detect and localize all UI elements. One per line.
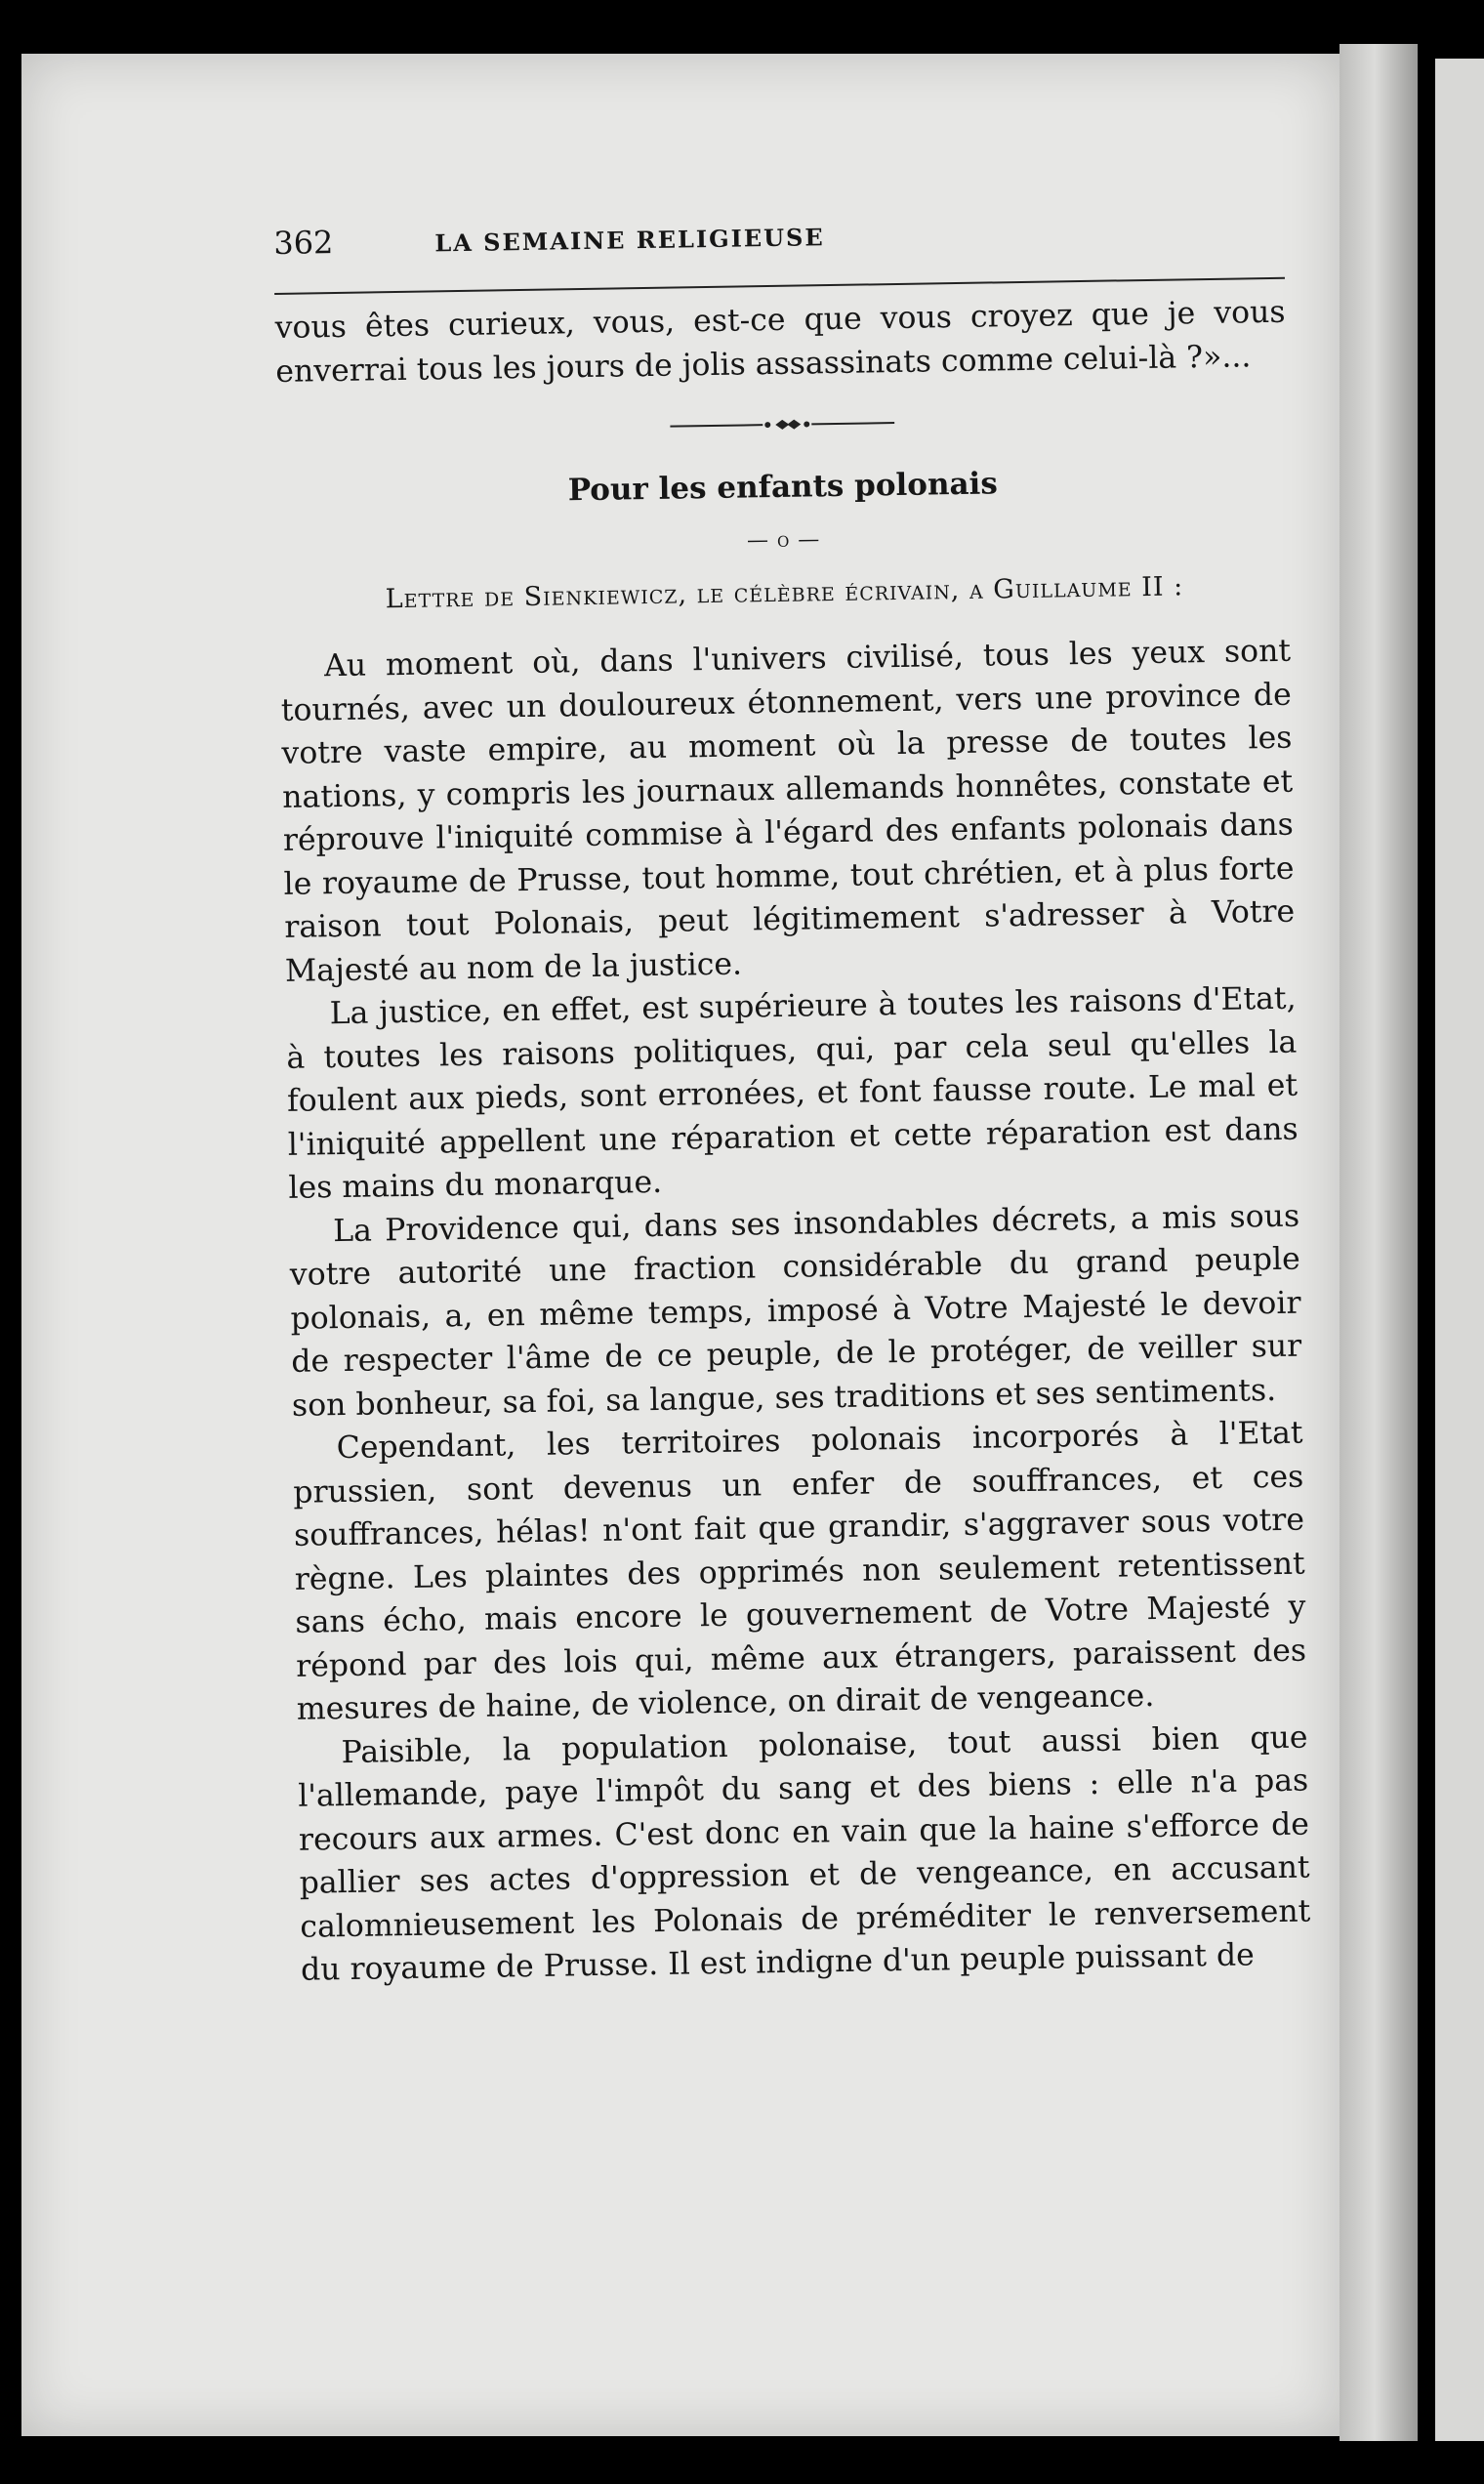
article-subheading: Lettre de Sienkiewicz, le célèbre écrivain, a Guillaume II : [385,571,1184,615]
adjacent-page-strip [1435,59,1484,2441]
body-paragraph: Cependant, les territoires polonais incorporés à l'Etat prussien, sont devenus un enfer de souffrances, et ces souffrances, hélas! n'ont fait que grandir, s'aggraver sous votre règne. Les plaintes des opprimés non seulement retentissent sans écho, mais encore le gouvernement de Votre Majesté y répond par des lois qui, même aux étrangers, paraissent des mesures de haine, de violence, on dirait de vengeance. [293,1415,1307,1727]
article-body [280,630,1312,1993]
running-head [273,209,1285,295]
body-paragraph: La Providence qui, dans ses insondables décrets, a mis sous votre autorité une fraction considérable du grand peuple polonais, a, en même temps, imposé à Votre Majesté le devoir de respecter l'âme de ce peuple, de le protéger, de veiller sur son bonheur, sa foi, sa langue, ses traditions et ses sentiments. [289,1198,1302,1424]
running-title: LA SEMAINE RELIGIEUSE [434,223,825,258]
article-title: Pour les enfants polonais [567,466,999,509]
book-page-edge [1340,44,1418,2441]
ornament-divider-icon [670,415,894,435]
circle-divider: — o — [746,527,821,554]
page-number: 362 [273,224,334,262]
body-paragraph: Paisible, la population polonaise, tout aussi bien que l'allemande, paye l'impôt du sang et des biens : elle n'a pas recours aux armes. C'est donc en vain que la haine s'efforce de pallier ses actes d'oppression et de vengeance, en accusant calomnieusement les Polonais de préméditer le renversement du royaume de Prusse. Il est indigne d'un peuple puissant de [298,1719,1311,1988]
body-paragraph: Au moment où, dans l'univers civilisé, tous les yeux sont tournés, avec un douloureux étonnement, vers une province de votre vaste empire, au moment où la presse de toutes les nations, y compris les journaux allemands honnêtes, constate et réprouve l'iniquité commise à l'égard des enfants polonais dans le royaume de Prusse, tout homme, tout chrétien, et à plus forte raison tout Polonais, peut légitimement s'adresser à Votre Majesté au nom de la justice. [280,633,1296,989]
body-paragraph: La justice, en effet, est supérieure à toutes les raisons d'Etat, à toutes les raisons politiques, qui, par cela seul qu'elles la foulent aux pieds, sont erronées, et font fausse route. Le mal et l'iniquité appellent une réparation et cette réparation est dans les mains du monarque. [286,980,1298,1206]
page-text-block [273,209,1311,1993]
continued-paragraph: vous êtes curieux, vous, est-ce que vous croyez que je vous enverrai tous les jours de jolis assassinats comme celui-là ?»... [274,294,1286,390]
